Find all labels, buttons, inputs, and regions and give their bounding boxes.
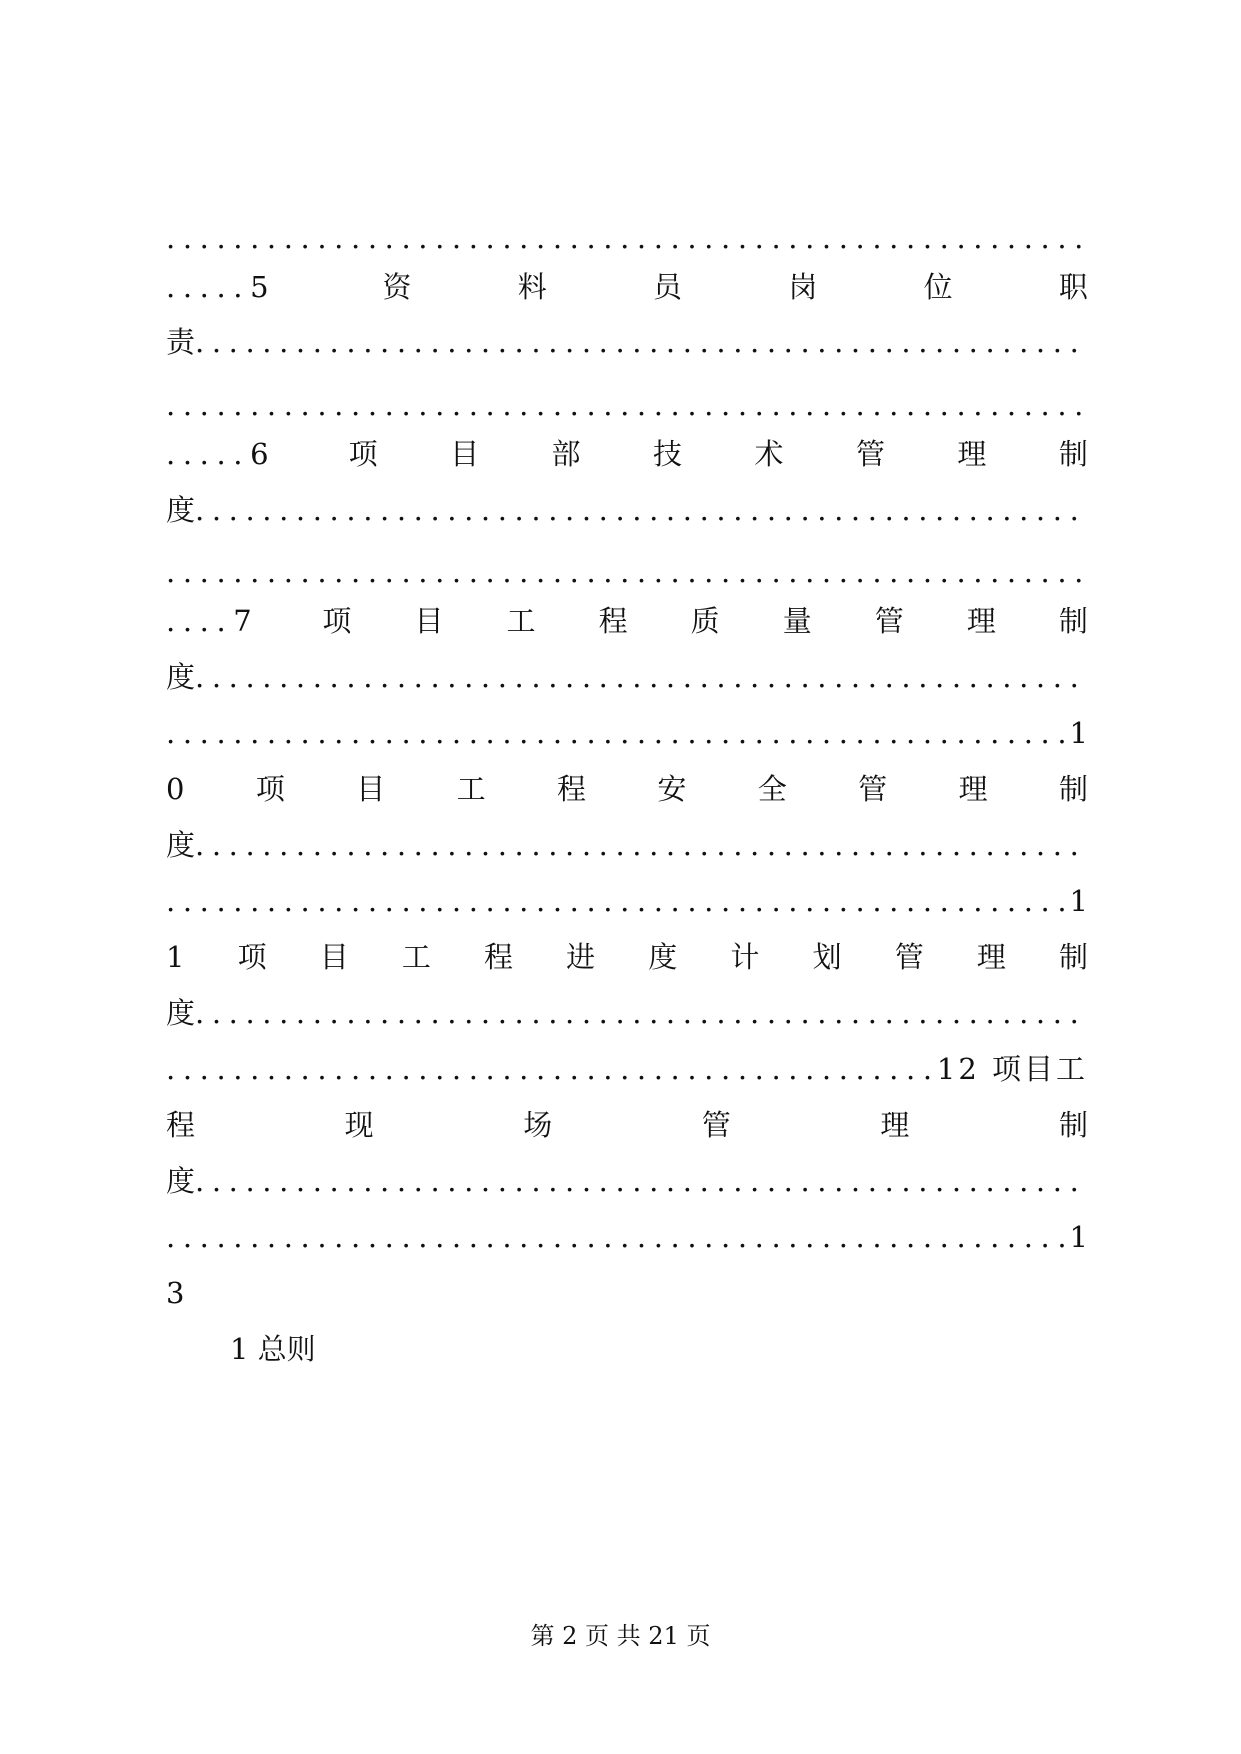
toc-entry-text: 度	[166, 996, 196, 1030]
toc-entry-word: 职	[1058, 270, 1088, 304]
dot-leader	[166, 385, 1088, 425]
dot-leader	[195, 490, 1088, 530]
toc-entry-word: 目	[356, 772, 386, 806]
toc-dot-leader-line	[166, 218, 1088, 258]
toc-entry-word: 进	[566, 940, 596, 974]
toc-entry-line	[166, 1105, 1088, 1145]
toc-dot-leader-line	[166, 1217, 1088, 1257]
toc-entry-word: 制	[1058, 437, 1088, 471]
toc-entry-word: 程	[557, 772, 587, 806]
toc-entry-word: 管	[894, 940, 924, 974]
dot-leader	[195, 993, 1088, 1033]
toc-entry-word: 计	[730, 940, 760, 974]
toc-entry-lead: ....7	[166, 604, 260, 638]
toc-entry-word: 划	[812, 940, 842, 974]
toc-entry-line	[166, 601, 1088, 641]
toc-entry-word: 理	[880, 1108, 910, 1142]
toc-entry-word: 目	[414, 604, 444, 638]
dot-leader	[195, 322, 1088, 362]
toc-entry-word: 工	[506, 604, 536, 638]
toc-dot-leader-line	[166, 552, 1088, 592]
toc-entry-lead: .....5	[166, 270, 277, 304]
toc-entry-word: 资	[382, 270, 412, 304]
toc-entry-text: 度	[166, 493, 196, 527]
toc-entry-word: 项	[348, 437, 378, 471]
toc-entry-word: 制	[1058, 940, 1088, 974]
toc-entry-continuation	[166, 322, 1088, 362]
toc-entry-continuation	[166, 825, 1088, 865]
toc-page-number: 1	[1069, 716, 1088, 750]
toc-entry-word: 项	[237, 940, 267, 974]
dot-leader	[166, 713, 1070, 753]
toc-dot-leader-line	[166, 713, 1088, 753]
toc-page-number: 3	[166, 1276, 185, 1310]
toc-entry-text: 度	[166, 828, 196, 862]
toc-entry-word: 项	[322, 604, 352, 638]
toc-entry-word: 现	[344, 1108, 374, 1142]
dot-leader	[166, 552, 1088, 592]
dot-leader	[166, 1049, 937, 1089]
toc-entry-word: 项	[255, 772, 285, 806]
toc-dot-leader-line	[166, 881, 1088, 921]
toc-page-number: 1	[1069, 1220, 1088, 1254]
toc-entry-word: 程	[484, 940, 514, 974]
toc-entry-word: 全	[757, 772, 787, 806]
toc-entry-word: 理	[957, 437, 987, 471]
toc-entry-word: 位	[923, 270, 953, 304]
toc-entry-word: 部	[551, 437, 581, 471]
toc-entry-line	[166, 434, 1088, 474]
section-heading: 1 总则	[230, 1332, 316, 1366]
toc-entry-word: 制	[1058, 772, 1088, 806]
toc-entry-word: 量	[782, 604, 812, 638]
toc-dot-leader-line	[166, 385, 1088, 425]
toc-entry-lead: .....6	[166, 437, 277, 471]
toc-entry-text: 12 项目工	[936, 1052, 1088, 1086]
toc-entry-word: 制	[1058, 1108, 1088, 1142]
dot-leader	[195, 657, 1088, 697]
toc-entry-word: 技	[653, 437, 683, 471]
toc-entry-lead: 1	[166, 940, 185, 974]
toc-entry-word: 员	[653, 270, 683, 304]
toc-entry-word: 理	[966, 604, 996, 638]
toc-entry-word: 质	[690, 604, 720, 638]
toc-entry-word: 岗	[788, 270, 818, 304]
toc-entry-word: 理	[958, 772, 988, 806]
toc-entry-word: 场	[523, 1108, 553, 1142]
toc-entry-continuation	[166, 657, 1088, 697]
toc-page-number-wrap	[166, 1273, 1088, 1313]
toc-entry-word: 目	[450, 437, 480, 471]
toc-entry-word: 工	[456, 772, 486, 806]
dot-leader	[166, 1217, 1070, 1257]
toc-entry-word: 管	[855, 437, 885, 471]
toc-entry-continuation	[166, 490, 1088, 530]
toc-entry-word: 程	[166, 1108, 196, 1142]
toc-entry-word: 理	[976, 940, 1006, 974]
toc-entry-word: 管	[858, 772, 888, 806]
toc-entry-line	[166, 769, 1088, 809]
toc-entry-text: 责	[166, 325, 196, 359]
page-footer: 第 2 页 共 21 页	[530, 1622, 711, 1650]
toc-entry-continuation	[166, 1161, 1088, 1201]
dot-leader	[195, 1161, 1088, 1201]
toc-entry-text: 度	[166, 1164, 196, 1198]
toc-entry-line	[166, 267, 1088, 307]
toc-entry-word: 度	[648, 940, 678, 974]
toc-dot-leader-line	[166, 1049, 1088, 1089]
toc-entry-word: 管	[874, 604, 904, 638]
toc-entry-word: 工	[401, 940, 431, 974]
toc-entry-word: 制	[1058, 604, 1088, 638]
toc-entry-continuation	[166, 993, 1088, 1033]
toc-page-number: 1	[1069, 884, 1088, 918]
toc-entry-word: 程	[598, 604, 628, 638]
toc-entry-text: 度	[166, 660, 196, 694]
dot-leader	[166, 218, 1088, 258]
toc-entry-word: 管	[701, 1108, 731, 1142]
toc-entry-lead: 0	[166, 772, 185, 806]
toc-entry-word: 安	[657, 772, 687, 806]
toc-entry-line	[166, 937, 1088, 977]
dot-leader	[195, 825, 1088, 865]
dot-leader	[166, 881, 1070, 921]
toc-entry-word: 目	[319, 940, 349, 974]
toc-entry-word: 料	[517, 270, 547, 304]
toc-entry-word: 术	[754, 437, 784, 471]
